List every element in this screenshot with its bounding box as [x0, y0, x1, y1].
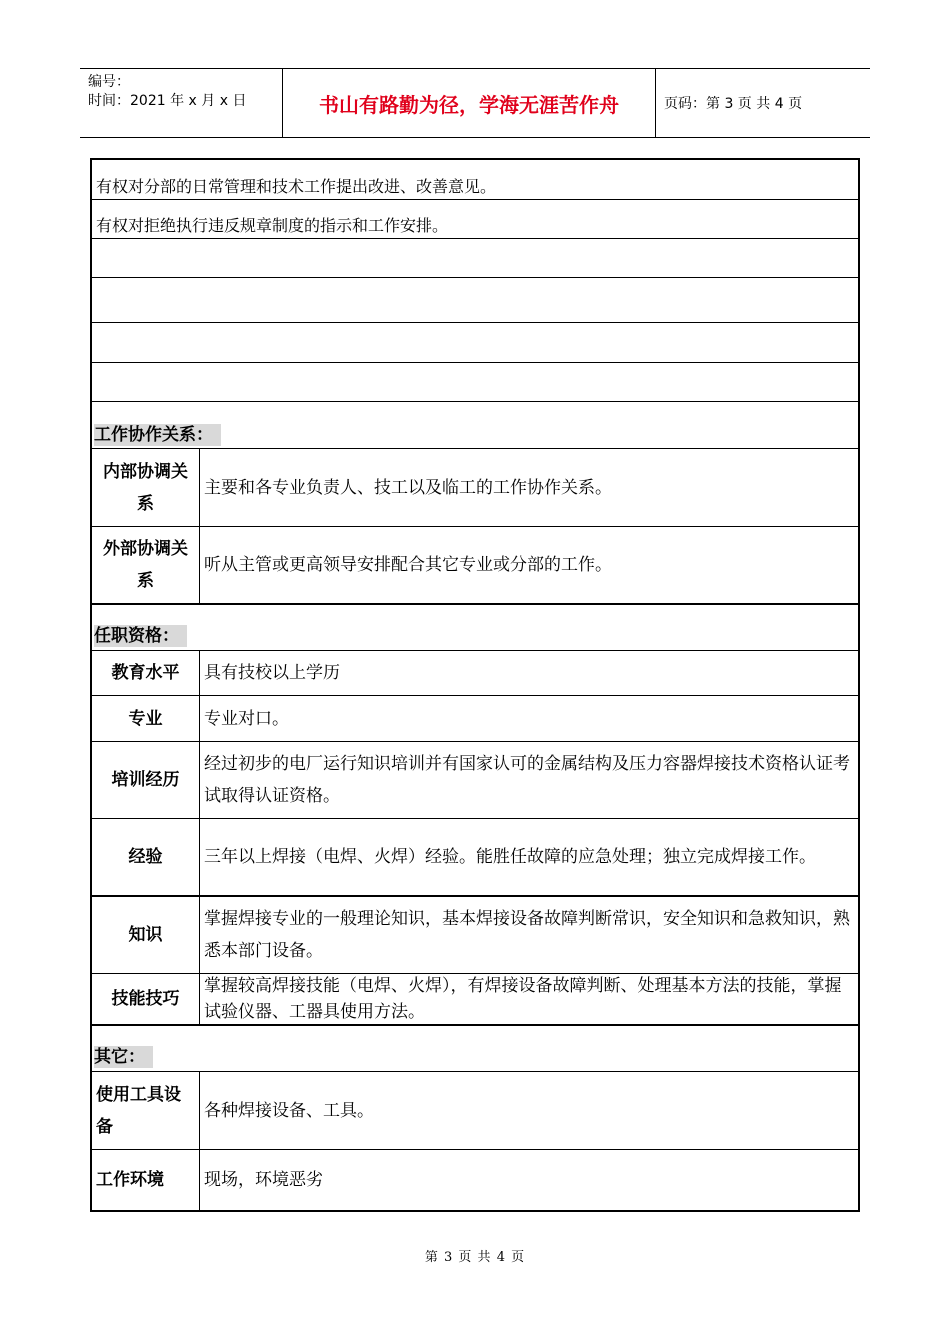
external-relations-row [92, 527, 858, 605]
row-value: 具有技校以上学历 [204, 663, 340, 683]
row-value: 听从主管或更高领导安排配合其它专业或分部的工作。 [204, 555, 612, 575]
row-value: 专业对口。 [204, 708, 289, 729]
empty-row [92, 278, 858, 323]
row-label: 知识 [92, 897, 200, 973]
row-label: 经验 [92, 819, 200, 895]
row-value: 掌握焊接专业的一般理论知识，基本焊接设备故障判断常识，安全知识和急救知识，熟悉本部门设备。 [204, 909, 850, 961]
section-title: 工作协作关系： [94, 424, 221, 446]
row-label: 内部协调关系 [92, 449, 200, 526]
row-label: 工作环境 [92, 1150, 200, 1210]
knowledge-row [92, 897, 858, 974]
education-row [92, 651, 858, 696]
page-footer: 第 3 页 共 4 页 [424, 1250, 526, 1265]
row-label: 教育水平 [92, 651, 200, 695]
row-value: 各种焊接设备、工具。 [204, 1100, 374, 1121]
skills-row [92, 974, 858, 1026]
section-cooperation [92, 402, 858, 449]
empty-row [92, 363, 858, 402]
rights-line-2: 有权对拒绝执行违反规章制度的指示和工作安排。 [96, 216, 449, 235]
empty-row [92, 239, 858, 278]
row-value: 掌握较高焊接技能（电焊、火焊），有焊接设备故障判断、处理基本方法的技能，掌握试验仪器、工器具使用方法。 [204, 976, 842, 1022]
row-value: 三年以上焊接（电焊、火焊）经验。能胜任故障的应急处理；独立完成焊接工作。 [204, 847, 816, 867]
internal-relations-row [92, 449, 858, 527]
header-motto: 书山有路勤为径，学海无涯苦作舟 [283, 69, 656, 137]
row-label: 使用工具设备 [92, 1072, 200, 1149]
empty-row [92, 323, 858, 363]
rights-row-1 [92, 160, 858, 200]
rights-line-1: 有权对分部的日常管理和技术工作提出改进、改善意见。 [96, 177, 497, 196]
major-row [92, 696, 858, 742]
page-header [80, 68, 870, 138]
row-value: 现场，环境恶劣 [204, 1170, 323, 1190]
row-label: 培训经历 [92, 742, 200, 818]
row-label: 技能技巧 [92, 974, 200, 1024]
tools-row [92, 1072, 858, 1150]
document-number: 编号： [88, 74, 130, 90]
environment-row [92, 1150, 858, 1210]
row-value: 经过初步的电厂运行知识培训并有国家认可的金属结构及压力容器焊接技术资格认证考试取得认证资格。 [204, 754, 850, 806]
section-other [92, 1026, 858, 1072]
job-description-table [90, 158, 860, 1212]
section-title: 任职资格： [94, 625, 187, 647]
section-title: 其它： [94, 1046, 153, 1068]
rights-row-2 [92, 200, 858, 239]
section-qualification [92, 605, 858, 651]
row-label: 专业 [92, 696, 200, 741]
experience-row [92, 819, 858, 897]
row-label: 外部协调关系 [92, 527, 200, 603]
row-value: 主要和各专业负责人、技工以及临工的工作协作关系。 [204, 477, 612, 498]
header-meta [80, 69, 283, 137]
training-row [92, 742, 858, 819]
document-date: 时间：2021 年 x 月 x 日 [88, 93, 247, 109]
header-page-info: 页码：第 3 页 共 4 页 [664, 96, 803, 112]
